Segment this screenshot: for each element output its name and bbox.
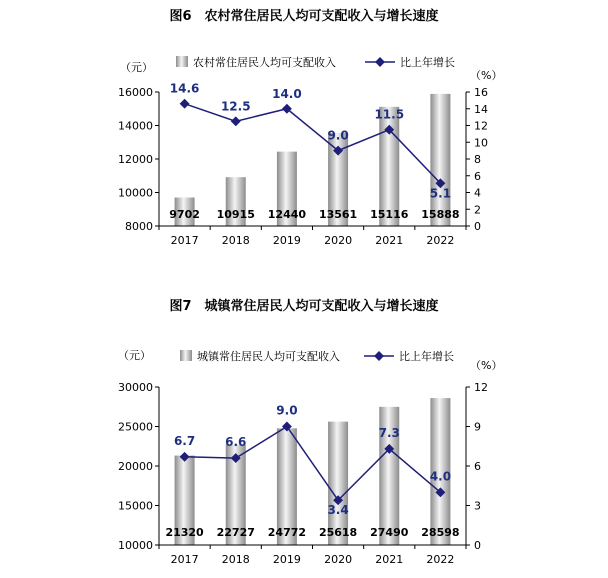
chart-1-growth-marker: [180, 99, 190, 109]
chart-2-bar-value-label: 25618: [318, 526, 358, 539]
chart-1-left-tick-label: 14000: [118, 119, 153, 133]
chart-1-right-unit: （%）: [470, 69, 503, 82]
chart-1-right-tick-label: 12: [474, 119, 488, 133]
chart-1-bar-value-label: 9702: [169, 208, 200, 221]
chart-1-growth-label: 14.0: [272, 86, 302, 101]
chart-1-legend-bar-swatch: [176, 56, 188, 67]
chart-2-bar-value-label: 27490: [370, 526, 409, 539]
chart-2-left-tick-label: 15000: [118, 499, 153, 513]
chart-1-right-tick-label: 6: [474, 169, 481, 183]
chart-1-right-tick-label: 0: [474, 220, 481, 233]
chart-2-bar-value-label: 24772: [267, 526, 307, 539]
chart-2-right-tick-label: 9: [474, 420, 481, 434]
chart-2-legend-bar-label: 城镇常住居民人均可支配收入: [197, 350, 340, 363]
chart-1-bar-value-label: 10915: [216, 208, 255, 221]
chart-2-left-tick-label: 30000: [118, 381, 153, 394]
chart-2-right-tick-label: 6: [474, 460, 481, 473]
chart-1-right-tick-label: 8: [474, 153, 481, 166]
chart-1-legend-bar-label: 农村常住居民人均可支配收入: [193, 56, 336, 69]
chart-1-growth-label: 12.5: [220, 99, 251, 114]
chart-2-left-unit: （元）: [118, 349, 151, 362]
chart-2-right-tick-label: 12: [474, 381, 488, 394]
chart-2-growth-label: 6.7: [173, 433, 196, 448]
chart-1-left-tick-label: 12000: [118, 153, 153, 166]
chart-2-legend-marker: [374, 351, 384, 361]
chart-1-x-tick-label: 2019: [272, 234, 301, 247]
chart-1-growth-marker: [231, 116, 241, 126]
chart-2-x-tick-label: 2017: [170, 553, 199, 566]
chart-2-left-tick-label: 20000: [118, 460, 153, 473]
chart-2-left-tick-label: 25000: [118, 420, 153, 434]
chart-2-growth-label: 9.0: [276, 403, 298, 418]
chart-1-right-tick-label: 14: [474, 102, 488, 116]
chart-2-growth-label: 3.4: [327, 503, 349, 518]
chart-1-growth-label: 5.1: [429, 186, 452, 201]
chart-2-growth-label: 6.6: [225, 435, 247, 450]
chart-1-right-tick-label: 10: [474, 136, 488, 150]
chart-1-plot: [118, 82, 488, 247]
chart-1-bar-value-label: 12440: [267, 208, 307, 221]
chart-1-right-tick-label: 2: [474, 203, 481, 217]
chart-1-title: 图6 农村常住居民人均可支配收入与增长速度: [169, 9, 439, 24]
chart-1-x-tick-label: 2017: [170, 234, 199, 247]
chart-2-growth-label: 7.3: [378, 425, 400, 440]
chart-1-left-tick-label: 8000: [125, 220, 153, 233]
chart-2-right-tick-label: 3: [474, 499, 481, 513]
chart-2-legend-bar-swatch: [180, 350, 192, 361]
chart-1-left-tick-label: 16000: [118, 86, 153, 99]
chart-2-x-tick-label: 2022: [426, 553, 455, 566]
chart-1-bar-value-label: 13561: [318, 208, 358, 221]
chart-2-growth-label: 4.0: [429, 469, 452, 484]
chart-1-left-unit: （元）: [120, 61, 153, 74]
chart-2-legend-line-label: 比上年增长: [399, 350, 454, 363]
chart-1-right-tick-label: 4: [474, 186, 481, 200]
chart-1-x-tick-label: 2020: [324, 234, 353, 247]
chart-1-growth-label: 9.0: [327, 128, 349, 143]
chart-2-title: 图7 城镇常住居民人均可支配收入与增长速度: [169, 299, 439, 314]
chart-1-growth-label: 11.5: [374, 107, 405, 122]
chart-1-bar: [430, 94, 450, 226]
chart-2-bar-value-label: 21320: [165, 526, 204, 539]
chart-1-right-tick-label: 16: [474, 86, 488, 99]
chart-1-legend-marker: [375, 57, 385, 67]
chart-2-x-tick-label: 2018: [221, 553, 250, 566]
chart-1-x-tick-label: 2018: [221, 234, 250, 247]
chart-2-plot: [118, 381, 488, 566]
chart-1-x-tick-label: 2021: [375, 234, 404, 247]
chart-1-left-tick-label: 10000: [118, 186, 153, 200]
chart-1-growth-label: 14.6: [169, 81, 200, 96]
chart-1-bar-value-label: 15116: [370, 208, 409, 221]
chart-2-growth-line: [185, 427, 441, 501]
chart-2-x-tick-label: 2020: [324, 553, 353, 566]
chart-2-right-tick-label: 0: [474, 539, 481, 552]
chart-1: [118, 8, 502, 247]
chart-1-bar-value-label: 15888: [421, 208, 460, 221]
chart-2-bar-value-label: 28598: [421, 526, 460, 539]
chart-2-right-unit: （%）: [470, 359, 503, 372]
chart-2-x-tick-label: 2019: [272, 553, 301, 566]
chart-1-legend-line-label: 比上年增长: [400, 56, 455, 69]
chart-2: [118, 298, 502, 566]
chart-2-left-tick-label: 10000: [118, 539, 153, 552]
chart-2-x-tick-label: 2021: [375, 553, 404, 566]
chart-2-bar-value-label: 22727: [216, 526, 255, 539]
chart-1-x-tick-label: 2022: [426, 234, 455, 247]
